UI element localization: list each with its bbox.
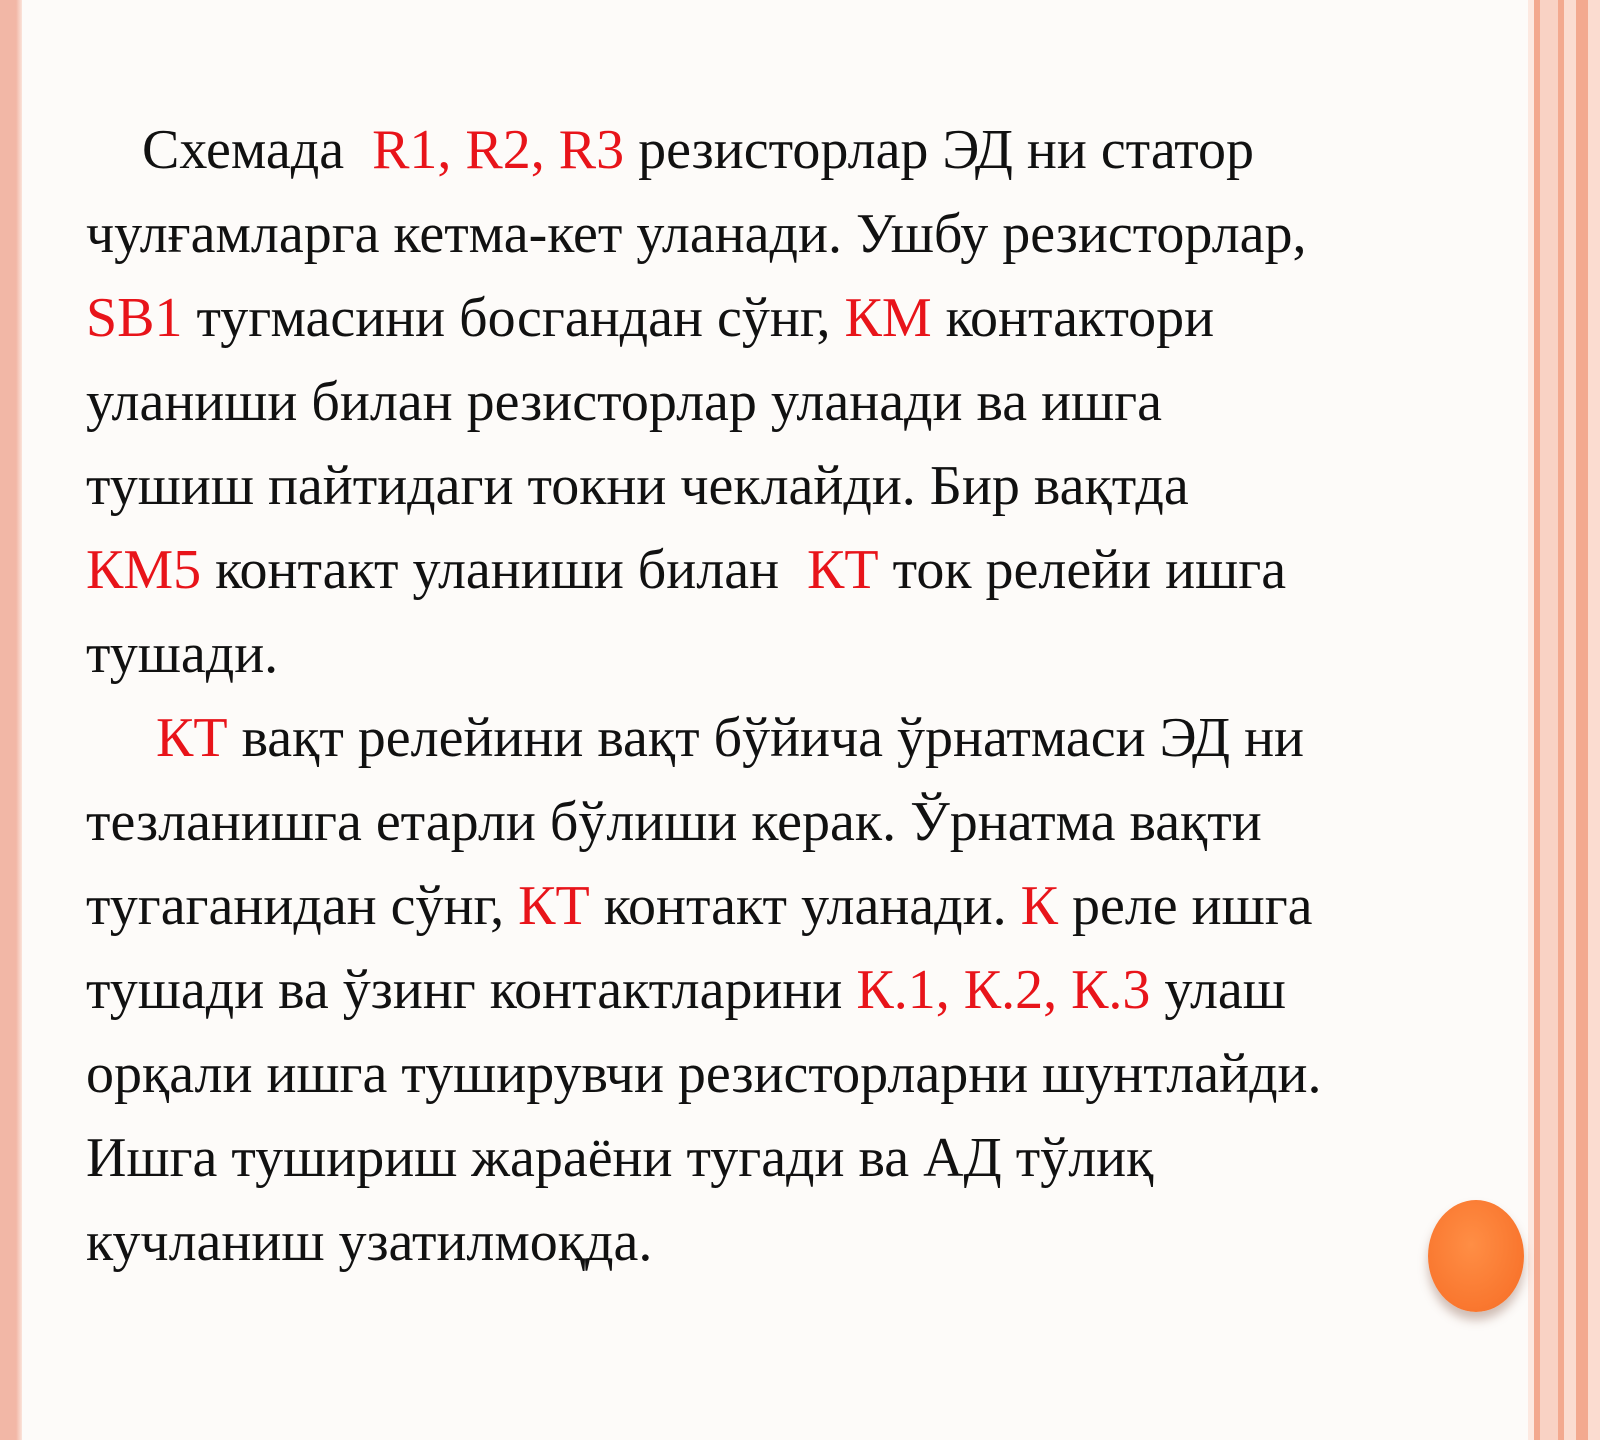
highlighted-term: SB1 bbox=[86, 287, 183, 349]
text-line bbox=[86, 780, 1446, 864]
text-line bbox=[86, 1200, 1446, 1284]
highlighted-term: КТ bbox=[156, 707, 228, 769]
text-segment: уланиши билан резисторлар уланади ва ишга bbox=[86, 371, 1162, 433]
highlighted-term: КТ bbox=[807, 539, 879, 601]
text-line bbox=[86, 1116, 1446, 1200]
text-segment: реле ишга bbox=[1057, 875, 1313, 937]
text-line bbox=[86, 948, 1446, 1032]
highlighted-term: КМ bbox=[844, 287, 932, 349]
text-segment: ток релейи ишга bbox=[878, 539, 1287, 601]
text-segment: улаш bbox=[1150, 959, 1286, 1021]
orange-circle-icon bbox=[1428, 1200, 1524, 1312]
text-line bbox=[86, 696, 1446, 780]
paragraph bbox=[86, 108, 1446, 696]
highlighted-term: К bbox=[1020, 875, 1058, 937]
text-line bbox=[86, 864, 1446, 948]
highlighted-term: КМ5 bbox=[86, 539, 202, 601]
slide-body-text bbox=[86, 108, 1446, 1284]
text-segment: контакт уланади. bbox=[589, 875, 1021, 937]
text-segment: Ишга тушириш жараёни тугади ва АД тўлиқ bbox=[86, 1127, 1154, 1189]
right-border-stripes bbox=[1528, 0, 1600, 1440]
highlighted-term: К.1, К.2, К.3 bbox=[856, 959, 1151, 1021]
paragraph bbox=[86, 696, 1446, 1284]
text-segment bbox=[86, 707, 156, 769]
text-segment: чулғамларга кетма-кет уланади. Ушбу резисторлар, bbox=[86, 203, 1307, 265]
text-segment: тушади ва ўзинг контактларини bbox=[86, 959, 857, 1021]
text-segment: вақт релейини вақт бўйича ўрнатмаси ЭД ни bbox=[227, 707, 1305, 769]
left-border-stripe bbox=[0, 0, 22, 1440]
highlighted-term: R1, R2, R3 bbox=[372, 119, 625, 181]
text-segment: тушади. bbox=[86, 623, 279, 685]
text-segment: Схемада bbox=[86, 119, 373, 181]
text-line bbox=[86, 612, 1446, 696]
text-line bbox=[86, 444, 1446, 528]
text-segment: резисторлар ЭД ни статор bbox=[624, 119, 1254, 181]
text-line bbox=[86, 1032, 1446, 1116]
text-line bbox=[86, 192, 1446, 276]
text-segment: тезланишга етарли бўлиши керак. Ўрнатма вақти bbox=[86, 791, 1262, 853]
text-segment: кучланиш узатилмоқда. bbox=[86, 1211, 653, 1273]
text-segment: орқали ишга туширувчи резисторларни шунтлайди. bbox=[86, 1043, 1322, 1105]
highlighted-term: КТ bbox=[518, 875, 590, 937]
text-line bbox=[86, 108, 1446, 192]
text-segment: контактори bbox=[931, 287, 1215, 349]
text-segment: тушиш пайтидаги токни чеклайди. Бир вақтда bbox=[86, 455, 1189, 517]
text-line bbox=[86, 360, 1446, 444]
text-line bbox=[86, 528, 1446, 612]
text-segment: тугаганидан сўнг, bbox=[86, 875, 519, 937]
text-segment: контакт уланиши билан bbox=[201, 539, 808, 601]
text-line bbox=[86, 276, 1446, 360]
text-segment: тугмасини босгандан сўнг, bbox=[182, 287, 845, 349]
